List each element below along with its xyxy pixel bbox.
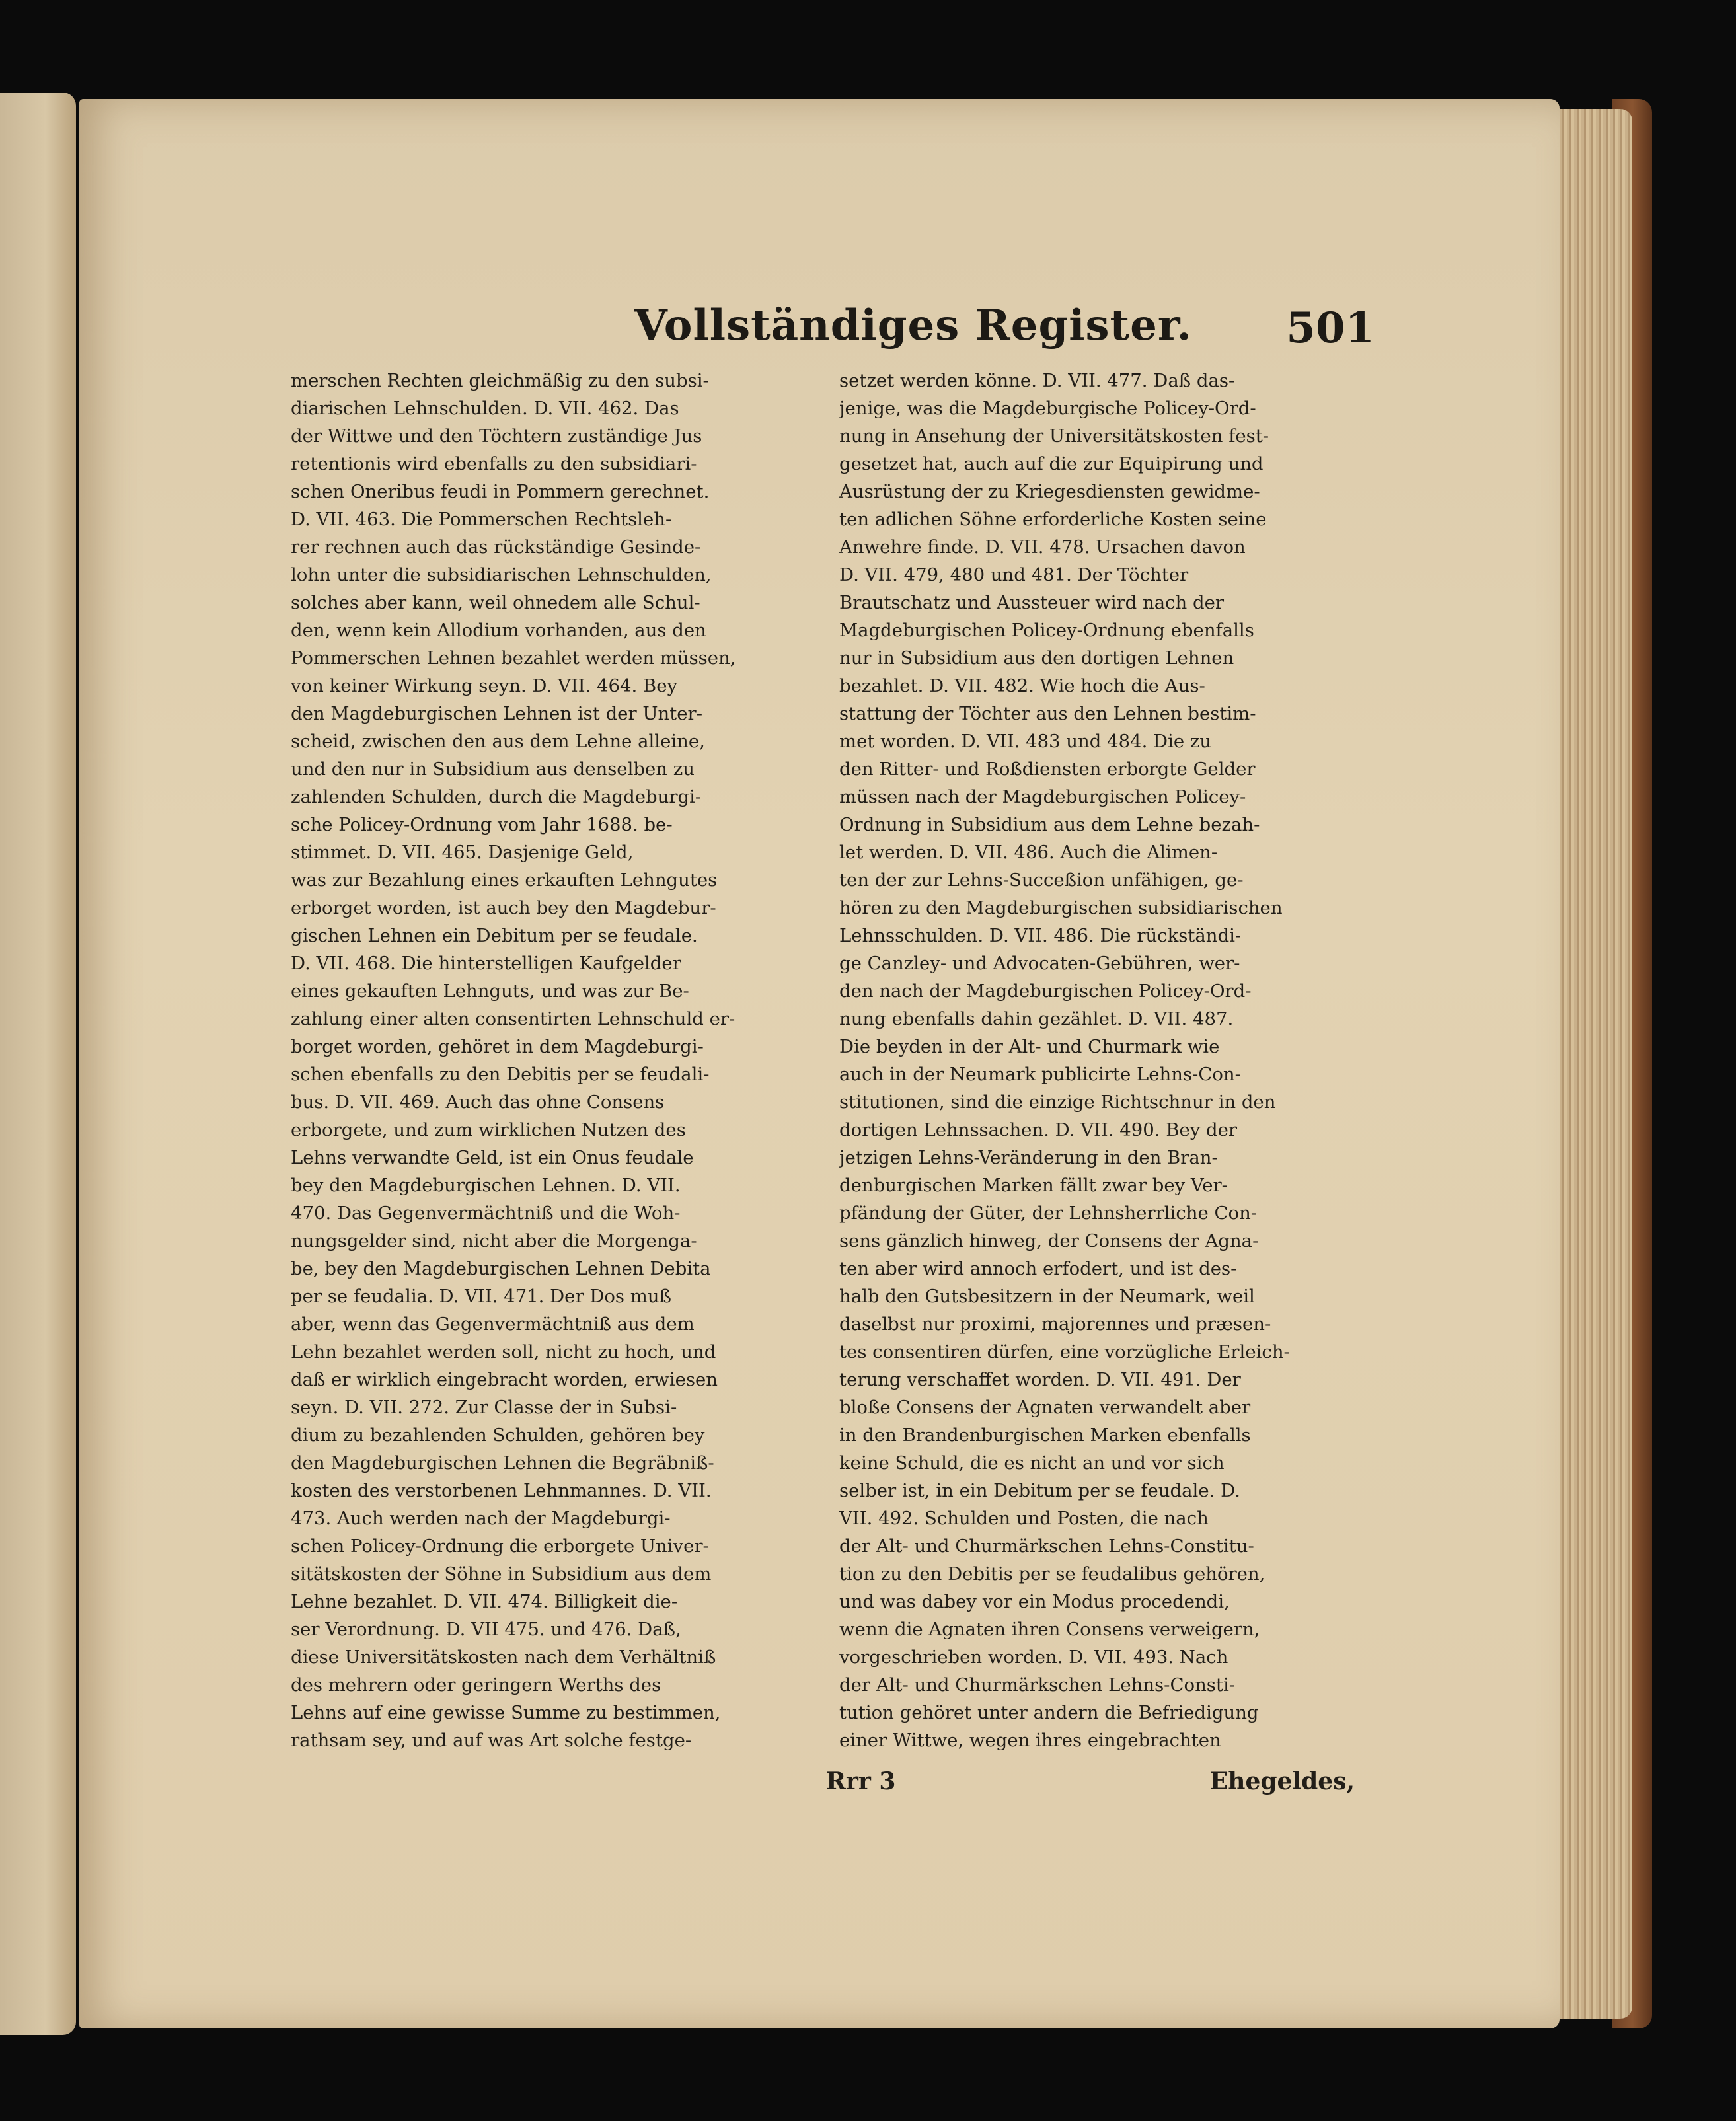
text-line: wenn die Agnaten ihren Consens verweigern, (839, 1619, 1260, 1640)
text-line: D. VII. 479, 480 und 481. Der Töchter (839, 564, 1189, 585)
text-line: D. VII. 468. Die hinterstelligen Kaufgelder (291, 953, 681, 974)
text-line: jenige, was die Magdeburgische Policey-Ord- (839, 398, 1256, 419)
text-line: in den Brandenburgischen Marken ebenfalls (839, 1425, 1251, 1446)
text-line: ten aber wird annoch erfodert, und ist des- (839, 1258, 1237, 1279)
text-line: schen ebenfalls zu den Debitis per se feudali- (291, 1064, 710, 1085)
text-line: bezahlet. D. VII. 482. Wie hoch die Aus- (839, 675, 1205, 696)
text-line: und was dabey vor ein Modus procedendi, (839, 1591, 1230, 1612)
text-line: halb den Gutsbesitzern in der Neumark, weil (839, 1286, 1255, 1307)
running-title: Vollständiges Register. (634, 301, 1192, 350)
text-line: was zur Bezahlung eines erkauften Lehngutes (291, 870, 718, 891)
left-text-column (291, 367, 803, 1771)
text-line: den, wenn kein Allodium vorhanden, aus den (291, 620, 706, 641)
text-line: tution gehöret unter andern die Befriedigung (839, 1702, 1259, 1723)
text-line: bloße Consens der Agnaten verwandelt aber (839, 1397, 1251, 1418)
text-line: Ausrüstung der zu Kriegesdiensten gewidme- (839, 481, 1260, 502)
text-line: Brautschatz und Aussteuer wird nach der (839, 592, 1224, 613)
text-line: VII. 492. Schulden und Posten, die nach (839, 1508, 1209, 1529)
text-line: 470. Das Gegenvermächtniß und die Woh- (291, 1203, 681, 1224)
text-line: dium zu bezahlenden Schulden, gehören bey (291, 1425, 705, 1446)
text-line: 473. Auch werden nach der Magdeburgi- (291, 1508, 671, 1529)
text-line: diarischen Lehnschulden. D. VII. 462. Das (291, 398, 679, 419)
text-line: setzet werden könne. D. VII. 477. Daß das- (839, 370, 1235, 391)
text-line: ten der zur Lehns-Succeßion unfähigen, ge- (839, 870, 1244, 891)
facing-page-edge (0, 93, 76, 2035)
text-line: stattung der Töchter aus den Lehnen bestim- (839, 703, 1256, 724)
text-line: ten adlichen Söhne erforderliche Kosten seine (839, 509, 1267, 530)
text-line: eines gekauften Lehnguts, und was zur Be- (291, 981, 689, 1002)
text-line: per se feudalia. D. VII. 471. Der Dos muß (291, 1286, 671, 1307)
text-line: nur in Subsidium aus den dortigen Lehnen (839, 648, 1234, 669)
text-line: diese Universitätskosten nach dem Verhältniß (291, 1647, 716, 1668)
text-line: borget worden, gehöret in dem Magdeburgi- (291, 1036, 704, 1057)
text-line: daß er wirklich eingebracht worden, erwiesen (291, 1369, 718, 1390)
text-line: müssen nach der Magdeburgischen Policey- (839, 786, 1246, 807)
text-line: tion zu den Debitis per se feudalibus gehören, (839, 1563, 1265, 1584)
text-line: des mehrern oder geringern Werths des (291, 1674, 661, 1695)
page-block-edge (1560, 109, 1632, 2019)
text-line: solches aber kann, weil ohnedem alle Schul- (291, 592, 700, 613)
text-line: keine Schuld, die es nicht an und vor sich (839, 1452, 1225, 1473)
text-line: schen Oneribus feudi in Pommern gerechnet. (291, 481, 710, 502)
text-line: sche Policey-Ordnung vom Jahr 1688. be- (291, 814, 673, 835)
text-line: be, bey den Magdeburgischen Lehnen Debita (291, 1258, 711, 1279)
text-line: gesetzet hat, auch auf die zur Equipirung und (839, 453, 1264, 474)
text-line: hören zu den Magdeburgischen subsidiarischen (839, 897, 1283, 918)
text-line: terung verschaffet worden. D. VII. 491. Der (839, 1369, 1241, 1390)
text-line: zahlenden Schulden, durch die Magdeburgi- (291, 786, 702, 807)
text-line: rathsam sey, und auf was Art solche festge- (291, 1730, 692, 1751)
text-line: denburgischen Marken fällt zwar bey Ver- (839, 1175, 1228, 1196)
text-line: der Alt- und Churmärkschen Lehns-Consti- (839, 1674, 1236, 1695)
text-line: sitätskosten der Söhne in Subsidium aus dem (291, 1563, 712, 1584)
text-line: pfändung der Güter, der Lehnsherrliche Con- (839, 1203, 1258, 1224)
text-line: und den nur in Subsidium aus denselben zu (291, 759, 695, 780)
text-line: tes consentiren dürfen, eine vorzügliche Erleich- (839, 1341, 1290, 1362)
text-line: met worden. D. VII. 483 und 484. Die zu (839, 731, 1212, 752)
text-line: seyn. D. VII. 272. Zur Classe der in Subsi- (291, 1397, 677, 1418)
text-line: den Magdeburgischen Lehnen die Begräbniß- (291, 1452, 714, 1473)
text-line: scheid, zwischen den aus dem Lehne alleine, (291, 731, 705, 752)
text-line: ge Canzley- und Advocaten-Gebühren, wer- (839, 953, 1240, 974)
text-line: Lehns verwandte Geld, ist ein Onus feudale (291, 1147, 694, 1168)
text-line: erborgete, und zum wirklichen Nutzen des (291, 1119, 686, 1140)
text-line: Lehnsschulden. D. VII. 486. Die rückständi- (839, 925, 1242, 946)
text-line: kosten des verstorbenen Lehnmannes. D. VII. (291, 1480, 712, 1501)
text-line: dortigen Lehnssachen. D. VII. 490. Bey der (839, 1119, 1238, 1140)
printer-signature: Rrr 3 (826, 1768, 896, 1795)
text-line: der Alt- und Churmärkschen Lehns-Constitu- (839, 1536, 1254, 1557)
text-line: merschen Rechten gleichmäßig zu den subsi- (291, 370, 709, 391)
text-line: bus. D. VII. 469. Auch das ohne Consens (291, 1092, 665, 1113)
catchword: Ehegeldes, (1209, 1768, 1355, 1795)
page-header (634, 301, 1375, 360)
text-line: zahlung einer alten consentirten Lehnschuld er- (291, 1008, 736, 1029)
text-line: schen Policey-Ordnung die erborgete Univer- (291, 1536, 709, 1557)
text-line: nung ebenfalls dahin gezählet. D. VII. 487. (839, 1008, 1234, 1029)
text-line: ser Verordnung. D. VII 475. und 476. Daß, (291, 1619, 681, 1640)
text-line: Die beyden in der Alt- und Churmark wie (839, 1036, 1220, 1057)
text-line: Lehns auf eine gewisse Summe zu bestimmen, (291, 1702, 721, 1723)
text-line: gischen Lehnen ein Debitum per se feudale. (291, 925, 698, 946)
text-line: Pommerschen Lehnen bezahlet werden müssen, (291, 648, 736, 669)
text-line: Ordnung in Subsidium aus dem Lehne bezah- (839, 814, 1260, 835)
text-line: nung in Ansehung der Universitätskosten fest- (839, 426, 1269, 447)
text-line: einer Wittwe, wegen ihres eingebrachten (839, 1730, 1221, 1751)
page-number: 501 (1286, 303, 1375, 353)
text-line: let werden. D. VII. 486. Auch die Alimen- (839, 842, 1218, 863)
text-line: sens gänzlich hinweg, der Consens der Agna- (839, 1230, 1259, 1251)
text-line: retentionis wird ebenfalls zu den subsidiari- (291, 453, 697, 474)
text-line: D. VII. 463. Die Pommerschen Rechtsleh- (291, 509, 672, 530)
text-line: vorgeschrieben worden. D. VII. 493. Nach (839, 1647, 1228, 1668)
page-footer (826, 1768, 1355, 1807)
text-line: erborget worden, ist auch bey den Magdebur- (291, 897, 716, 918)
text-line: den nach der Magdeburgischen Policey-Ord- (839, 981, 1252, 1002)
text-line: Lehn bezahlet werden soll, nicht zu hoch, und (291, 1341, 716, 1362)
text-line: bey den Magdeburgischen Lehnen. D. VII. (291, 1175, 681, 1196)
text-line: nungsgelder sind, nicht aber die Morgenga- (291, 1230, 697, 1251)
text-line: aber, wenn das Gegenvermächtniß aus dem (291, 1314, 695, 1335)
text-line: Anwehre finde. D. VII. 478. Ursachen davon (839, 537, 1246, 558)
text-line: den Magdeburgischen Lehnen ist der Unter- (291, 703, 702, 724)
right-text-column (839, 367, 1351, 1771)
text-line: stimmet. D. VII. 465. Dasjenige Geld, (291, 842, 634, 863)
text-line: stitutionen, sind die einzige Richtschnur in den (839, 1092, 1276, 1113)
text-line: den Ritter- und Roßdiensten erborgte Gelder (839, 759, 1256, 780)
text-line: von keiner Wirkung seyn. D. VII. 464. Bey (291, 675, 678, 696)
text-line: daselbst nur proximi, majorennes und præsen- (839, 1314, 1271, 1335)
text-line: lohn unter die subsidiarischen Lehnschulden, (291, 564, 712, 585)
text-line: auch in der Neumark publicirte Lehns-Con- (839, 1064, 1241, 1085)
text-line: selber ist, in ein Debitum per se feudale. D. (839, 1480, 1240, 1501)
text-line: rer rechnen auch das rückständige Gesinde- (291, 537, 701, 558)
text-line: Magdeburgischen Policey-Ordnung ebenfalls (839, 620, 1254, 641)
text-line: der Wittwe und den Töchtern zuständige Jus (291, 426, 702, 447)
text-line: Lehne bezahlet. D. VII. 474. Billigkeit die- (291, 1591, 678, 1612)
text-line: jetzigen Lehns-Veränderung in den Bran- (839, 1147, 1218, 1168)
